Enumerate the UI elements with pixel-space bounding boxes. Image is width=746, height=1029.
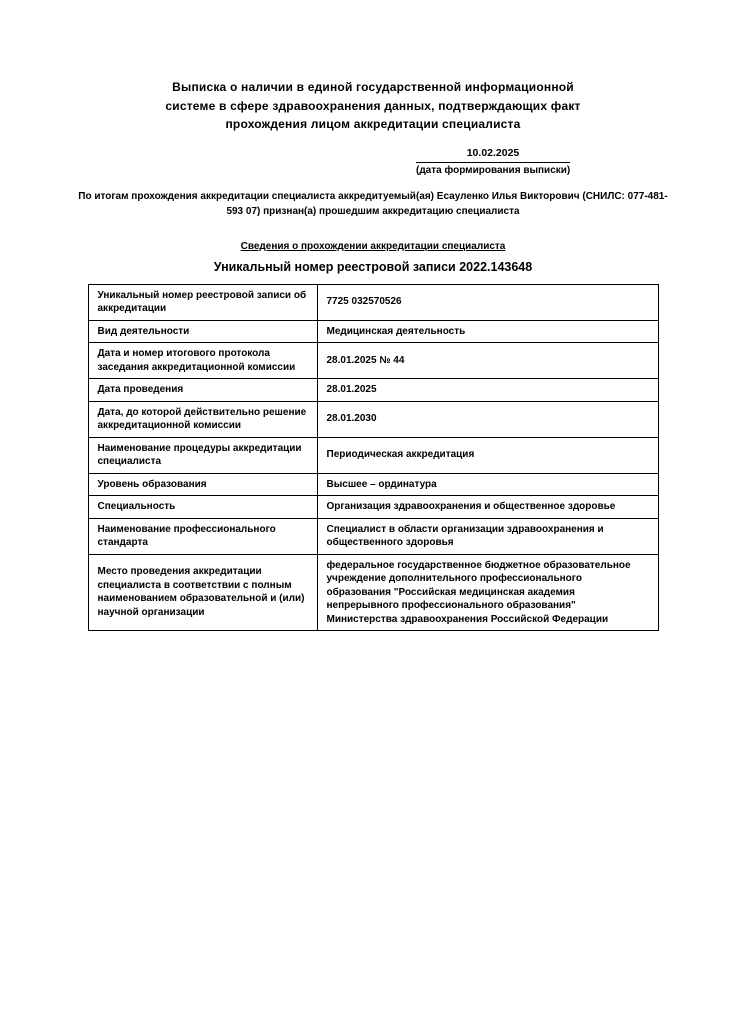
row-label-cell: Наименование профессионального стандарта bbox=[88, 518, 317, 554]
row-label-cell: Дата проведения bbox=[88, 379, 317, 402]
issue-date-caption: (дата формирования выписки) bbox=[416, 164, 571, 176]
row-value-cell: федеральное государственное бюджетное образовательное учреждение дополнительного профессионального образования "Российская медицинская академия непрерывного профессионального образования" Министерства здравоохранения Российской Федерации bbox=[317, 554, 658, 631]
table-row bbox=[88, 320, 658, 343]
row-label-cell: Вид деятельности bbox=[88, 320, 317, 343]
row-value-cell: Периодическая аккредитация bbox=[317, 437, 658, 473]
issue-date-value: 10.02.2025 bbox=[416, 147, 570, 163]
table-row bbox=[88, 554, 658, 631]
row-label-cell: Место проведения аккредитации специалиста в соответствии с полным наименованием образовательной и (или) научной организации bbox=[88, 554, 317, 631]
table-row bbox=[88, 401, 658, 437]
issue-date-block bbox=[416, 147, 570, 176]
accreditation-table bbox=[88, 284, 659, 632]
row-value-cell: 28.01.2025 № 44 bbox=[317, 343, 658, 379]
registry-number-heading: Уникальный номер реестровой записи 2022.143648 bbox=[213, 259, 533, 274]
table-row bbox=[88, 496, 658, 519]
document-title-line-1: Выписка о наличии в единой государственной информационной bbox=[172, 80, 574, 94]
row-value-cell: 28.01.2025 bbox=[317, 379, 658, 402]
row-value-cell: 28.01.2030 bbox=[317, 401, 658, 437]
row-label-cell: Специальность bbox=[88, 496, 317, 519]
table-row bbox=[88, 343, 658, 379]
table-row bbox=[88, 518, 658, 554]
row-value-cell: 7725 032570526 bbox=[317, 284, 658, 320]
row-value-cell: Высшее – ординатура bbox=[317, 473, 658, 496]
document-title-line-2: системе в сфере здравоохранения данных, подтверждающих факт bbox=[165, 98, 581, 113]
row-label-cell: Дата и номер итогового протокола заседания аккредитационной комиссии bbox=[88, 343, 317, 379]
table-row bbox=[88, 284, 658, 320]
document-title-line-3: прохождения лицом аккредитации специалиста bbox=[225, 117, 521, 131]
table-row bbox=[88, 473, 658, 496]
document-title bbox=[0, 78, 746, 134]
row-label-cell: Уникальный номер реестровой записи об аккредитации bbox=[88, 284, 317, 320]
row-value-cell: Специалист в области организации здравоохранения и общественного здоровья bbox=[317, 518, 658, 554]
table-row bbox=[88, 437, 658, 473]
row-value-cell: Организация здравоохранения и общественное здоровье bbox=[317, 496, 658, 519]
section-heading: Сведения о прохождении аккредитации специалиста bbox=[240, 240, 506, 252]
row-label-cell: Уровень образования bbox=[88, 473, 317, 496]
intro-paragraph: По итогам прохождения аккредитации специалиста аккредитуемый(ая) Есауленко Илья Викторович (СНИЛС: 077-481-593 07) признан(а) прошедшим аккредитацию специалиста bbox=[78, 190, 668, 217]
row-value-cell: Медицинская деятельность bbox=[317, 320, 658, 343]
row-label-cell: Наименование процедуры аккредитации специалиста bbox=[88, 437, 317, 473]
row-label-cell: Дата, до которой действительно решение аккредитационной комиссии bbox=[88, 401, 317, 437]
table-row bbox=[88, 379, 658, 402]
